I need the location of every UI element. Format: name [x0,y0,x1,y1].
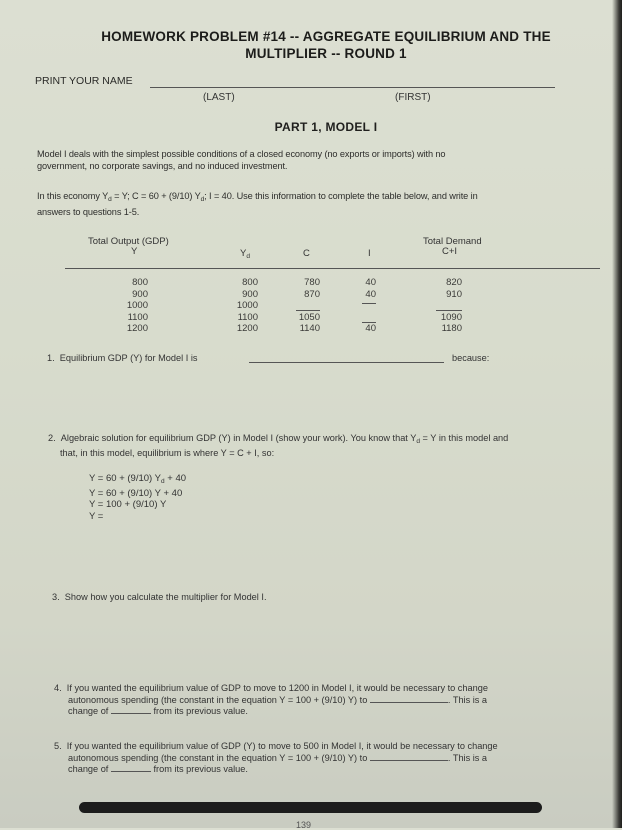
table-header-rule [65,268,600,269]
header-c: C [303,248,310,259]
header-yd: $Y_d$ [240,248,250,260]
page-number: 139 [296,820,312,830]
intro-paragraph-1: Model I deals with the simplest possible conditions of a closed economy (no exports or imports) with no government, no corporate savings, and no induced investment. [37,149,446,171]
column-total-demand: 820 910 1090 1180 [436,277,462,335]
home-indicator-bar[interactable] [79,802,542,813]
q5-new-spending-blank[interactable] [370,760,448,761]
q4-change-blank[interactable] [111,713,151,714]
title-line-2: MULTIPLIER -- ROUND 1 [245,46,407,61]
name-input-line[interactable] [150,87,555,88]
name-label: PRINT YOUR NAME [35,75,133,87]
header-total-output: Total Output (GDP) [88,236,169,247]
c-blank-1000[interactable] [296,300,320,312]
column-y: 800 900 1000 1100 1200 [126,277,148,335]
q1-because: because: [452,353,490,363]
question-1: 1. Equilibrium GDP (Y) for Model I is [47,353,198,363]
intro-paragraph-2: In this economy $Y_d = Y$; C = 60 + (9/10) $Y_d$; I = 40. Use this information to complete the table below, and write in answers to questions 1-5. [37,191,478,217]
title-line-1: HOMEWORK PROBLEM #14 -- AGGREGATE EQUILIBRIUM AND THE [101,29,551,44]
section-title: PART 1, MODEL I [274,120,378,134]
column-i: 40 40 40 [362,277,376,335]
header-c-plus-i: C+I [442,246,458,257]
header-y: Y [131,246,138,257]
column-yd: 800 900 1000 1100 1200 [236,277,258,335]
q1-answer-line[interactable] [249,362,444,363]
question-3: 3. Show how you calculate the multiplier for Model I. [52,592,267,602]
header-i: I [368,248,371,259]
i-blank-1100[interactable] [362,312,376,324]
i-blank-1000[interactable] [362,300,376,312]
q4-new-spending-blank[interactable] [370,702,448,703]
question-2: 2. Algebraic solution for equilibrium GDP (Y) in Model I (show your work). You know that $Y_d = Y$ in this model and that, in this model, equilibrium is where Y = C + I, so: [48,433,509,458]
last-name-label: (LAST) [203,92,235,103]
question-4: 4. If you wanted the equilibrium value of GDP to move to 1200 in Model I, it would be necessary to change autonomous spending (the constant in the equation Y = 100 + (9/10) Y) to . This is a change of from its previous value. [54,683,488,716]
header-total-demand: Total Demand [423,236,482,247]
first-name-label: (FIRST) [395,92,431,103]
question-5: 5. If you wanted the equilibrium value of GDP (Y) to move to 500 in Model I, it would be necessary to change autonomous spending (the constant in the equation Y = 100 + (9/10) Y) to . This is a change of from its previous value. [54,741,498,774]
q2-work: Y = 60 + (9/10) $Y_d + 40$ Y = 60 + (9/10) Y + 40 Y = 100 + (9/10) Y Y = [89,473,187,522]
column-c: 780 870 1050 1140 [296,277,320,335]
q5-change-blank[interactable] [111,771,151,772]
td-blank-1000[interactable] [436,300,462,312]
page-title [0,28,622,62]
